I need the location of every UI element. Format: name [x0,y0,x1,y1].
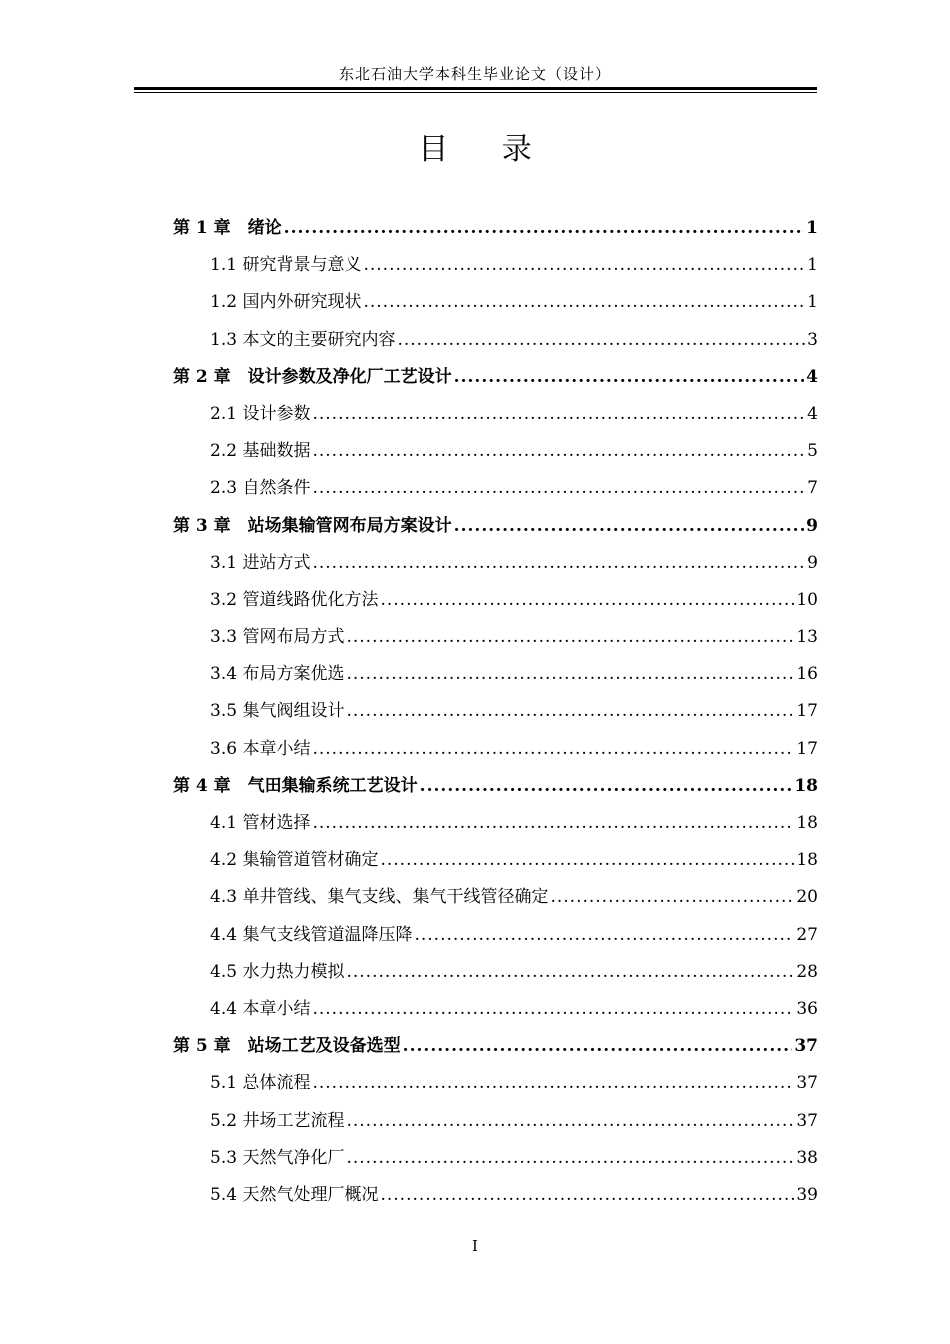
toc-dot-leader [284,210,804,247]
toc-entry-label: 4.2 集输管道管材确定 [210,850,379,871]
toc-entry-label: 5.1 总体流程 [210,1073,311,1094]
toc-dot-leader [346,693,794,730]
toc-entry-label: 第 1 章 绪论 [173,218,282,238]
toc-entry-page: 5 [807,441,818,462]
toc-entry-page: 9 [807,552,818,573]
toc-dot-leader [312,545,805,582]
toc-entry-page: 18 [796,813,818,833]
toc-section-entry[interactable] [173,917,818,954]
toc-entry-page: 16 [796,664,818,685]
toc-section-entry[interactable] [173,1177,818,1214]
toc-entry-page: 28 [796,961,818,982]
toc-entry-page: 1 [807,255,818,276]
toc-entry-label: 4.1 管材选择 [210,813,311,833]
toc-dot-leader [346,954,794,991]
toc-dot-leader [312,433,805,470]
toc-dot-leader [397,322,805,359]
toc-dot-leader [312,1065,794,1102]
toc-entry-page: 37 [796,1073,818,1094]
toc-section-entry[interactable] [173,991,818,1028]
toc-dot-leader [403,1028,793,1065]
toc-section-entry[interactable] [173,1065,818,1102]
toc-dot-leader [380,842,794,879]
toc-entry-page: 7 [807,478,818,499]
toc-entry-page: 37 [794,1036,818,1057]
toc-section-entry[interactable] [173,284,818,321]
toc-entry-page: 1 [806,218,818,238]
toc-section-entry[interactable] [173,582,818,619]
toc-entry-label: 2.3 自然条件 [210,478,311,499]
toc-section-entry[interactable] [173,731,818,768]
toc-entry-page: 20 [796,887,818,908]
toc-section-entry[interactable] [173,656,818,693]
toc-entry-page: 9 [806,515,818,536]
toc-section-entry[interactable] [173,1103,818,1140]
toc-entry-label: 5.3 天然气净化厂 [210,1147,345,1168]
toc-entry-label: 4.5 水力热力模拟 [210,961,345,982]
toc-entry-label: 第 3 章 站场集输管网布局方案设计 [173,515,452,536]
toc-entry-label: 4.4 集气支线管道温降压降 [210,924,413,945]
toc-entry-page: 4 [807,403,818,424]
toc-section-entry[interactable] [173,879,818,916]
toc-entry-page: 38 [796,1147,818,1168]
toc-dot-leader [312,991,794,1028]
toc-entry-page: 36 [796,998,818,1019]
toc-section-entry[interactable] [173,322,818,359]
toc-entry-label: 第 4 章 气田集输系统工艺设计 [173,775,418,796]
toc-dot-leader [414,917,794,954]
toc-dot-leader [454,359,804,396]
toc-dot-leader [312,805,794,842]
toc-entry-page: 10 [796,589,818,610]
toc-dot-leader [550,879,794,916]
toc-entry-label: 1.1 研究背景与意义 [210,255,362,276]
toc-section-entry[interactable] [173,433,818,470]
toc-dot-leader [312,470,805,507]
toc-chapter-entry[interactable] [173,359,818,396]
toc-entry-label: 3.6 本章小结 [210,738,311,759]
toc-section-entry[interactable] [173,1140,818,1177]
toc-entry-label: 4.4 本章小结 [210,998,311,1019]
toc-entry-label: 1.2 国内外研究现状 [210,292,362,313]
toc-section-entry[interactable] [173,470,818,507]
toc-section-entry[interactable] [173,805,818,842]
header-rule-thin [134,92,817,93]
toc-entry-label: 第 2 章 设计参数及净化厂工艺设计 [173,366,452,387]
toc-dot-leader [346,656,794,693]
toc-entry-page: 18 [796,850,818,871]
toc-entry-page: 13 [796,627,818,648]
toc-entry-label: 5.4 天然气处理厂概况 [210,1184,379,1205]
toc-dot-leader [420,768,793,805]
toc-section-entry[interactable] [173,247,818,284]
toc-section-entry[interactable] [173,396,818,433]
toc-entry-label: 3.5 集气阀组设计 [210,701,345,722]
toc-entry-page: 39 [796,1184,818,1205]
toc-entry-label: 第 5 章 站场工艺及设备选型 [173,1036,401,1057]
toc-entry-page: 17 [796,701,818,722]
toc-entry-page: 18 [794,775,818,796]
toc-entry-page: 1 [807,292,818,313]
toc-entry-page: 3 [807,329,818,350]
toc-dot-leader [380,582,794,619]
toc-dot-leader [380,1177,794,1214]
toc-entry-label: 2.1 设计参数 [210,403,311,424]
toc-entry-page: 17 [796,738,818,759]
toc-section-entry[interactable] [173,693,818,730]
toc-dot-leader [346,1103,794,1140]
toc-chapter-entry[interactable] [173,768,818,805]
toc-entry-label: 3.4 布局方案优选 [210,664,345,685]
header-rule [134,87,817,90]
toc-entry-label: 2.2 基础数据 [210,441,311,462]
toc-dot-leader [454,508,804,545]
table-of-contents [173,210,818,1214]
toc-section-entry[interactable] [173,842,818,879]
toc-dot-leader [346,1140,794,1177]
toc-entry-page: 27 [796,924,818,945]
toc-entry-page: 37 [796,1110,818,1131]
page-title: 目 录 [418,132,554,167]
toc-section-entry[interactable] [173,954,818,991]
page-number: I [472,1237,478,1255]
toc-entry-page: 4 [806,366,818,387]
running-header: 东北石油大学本科生毕业论文（设计） [338,65,611,83]
toc-section-entry[interactable] [173,545,818,582]
toc-dot-leader [312,396,805,433]
toc-chapter-entry[interactable] [173,210,818,247]
toc-dot-leader [312,731,794,768]
toc-entry-label: 4.3 单井管线、集气支线、集气干线管径确定 [210,887,549,908]
toc-entry-label: 3.1 进站方式 [210,552,311,573]
toc-chapter-entry[interactable] [173,508,818,545]
toc-dot-leader [363,284,805,321]
toc-dot-leader [346,619,794,656]
toc-entry-label: 3.2 管道线路优化方法 [210,589,379,610]
toc-entry-label: 1.3 本文的主要研究内容 [210,329,396,350]
toc-entry-label: 5.2 井场工艺流程 [210,1110,345,1131]
toc-section-entry[interactable] [173,619,818,656]
toc-chapter-entry[interactable] [173,1028,818,1065]
toc-dot-leader [363,247,805,284]
toc-entry-label: 3.3 管网布局方式 [210,627,345,648]
